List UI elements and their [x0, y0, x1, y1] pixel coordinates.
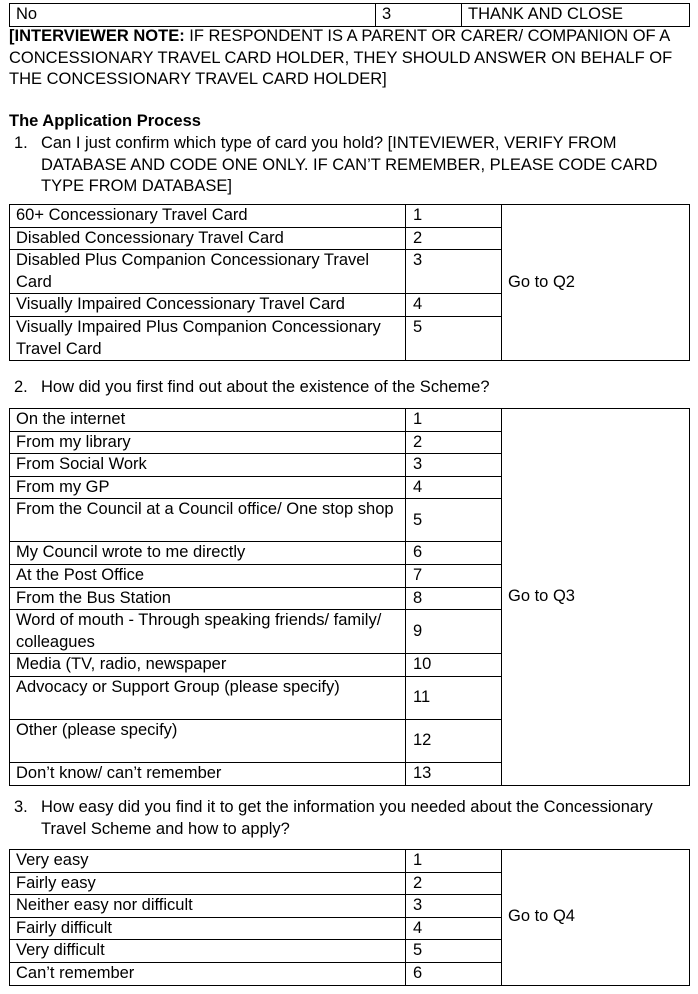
question-3-options-table	[9, 849, 690, 986]
option-label: From my GP	[10, 476, 406, 499]
option-code: 1	[406, 205, 502, 228]
top-row-label: No	[10, 4, 376, 27]
option-code: 9	[406, 610, 502, 654]
option-label: At the Post Office	[10, 564, 406, 587]
option-code: 4	[406, 917, 502, 940]
option-label: Disabled Concessionary Travel Card	[10, 227, 406, 250]
question-2-options-table	[9, 408, 690, 786]
option-label: Other (please specify)	[10, 719, 406, 762]
option-code: 10	[406, 654, 502, 677]
question-1-text: Can I just confirm which type of card you hold? [INTEVIEWER, VERIFY FROM DATABASE AND CODE ONE ONLY. IF CAN’T REMEMBER, PLEASE CODE CARD TYPE FROM DATABASE]	[41, 134, 658, 196]
option-code: 3	[406, 454, 502, 477]
option-code: 4	[406, 294, 502, 317]
option-code: 12	[406, 719, 502, 762]
option-label: From the Bus Station	[10, 587, 406, 610]
option-label: My Council wrote to me directly	[10, 542, 406, 565]
routing-instruction: Go to Q3	[502, 409, 690, 786]
option-code: 3	[406, 895, 502, 918]
option-label: Disabled Plus Companion Concessionary Travel Card	[10, 250, 406, 294]
question-1-number: 1.	[14, 134, 28, 152]
option-label: From my library	[10, 431, 406, 454]
option-label: Very easy	[10, 850, 406, 873]
option-code: 1	[406, 409, 502, 432]
option-label: 60+ Concessionary Travel Card	[10, 205, 406, 228]
table-row	[10, 205, 690, 228]
section-heading: The Application Process	[9, 112, 201, 130]
top-routing-row-table	[9, 3, 690, 27]
table-row	[10, 4, 690, 27]
option-code: 8	[406, 587, 502, 610]
option-code: 6	[406, 962, 502, 985]
option-label: Visually Impaired Plus Companion Concessionary Travel Card	[10, 316, 406, 360]
routing-instruction: Go to Q4	[502, 850, 690, 986]
question-3-number: 3.	[14, 798, 28, 816]
option-code: 2	[406, 872, 502, 895]
option-code: 5	[406, 940, 502, 963]
question-3-text: How easy did you find it to get the information you needed about the Concessionary Travel Scheme and how to apply?	[41, 798, 653, 838]
table-row	[10, 850, 690, 873]
top-row-code: 3	[376, 4, 462, 27]
option-code: 1	[406, 850, 502, 873]
routing-instruction: Go to Q2	[502, 205, 690, 361]
option-label: Fairly difficult	[10, 917, 406, 940]
option-label: Don’t know/ can’t remember	[10, 762, 406, 785]
option-label: Can’t remember	[10, 962, 406, 985]
interviewer-note	[9, 26, 697, 91]
option-code: 13	[406, 762, 502, 785]
option-label: Very difficult	[10, 940, 406, 963]
option-code: 7	[406, 564, 502, 587]
option-label: On the internet	[10, 409, 406, 432]
option-label: Fairly easy	[10, 872, 406, 895]
top-row-action: THANK AND CLOSE	[462, 4, 690, 27]
option-label: Neither easy nor difficult	[10, 895, 406, 918]
option-code: 2	[406, 227, 502, 250]
option-code: 2	[406, 431, 502, 454]
interviewer-note-lead: [INTERVIEWER NOTE:	[9, 27, 185, 45]
question-2-number: 2.	[14, 378, 28, 396]
option-label: From the Council at a Council office/ One stop shop	[10, 499, 406, 542]
option-code: 5	[406, 499, 502, 542]
option-code: 4	[406, 476, 502, 499]
option-label: Media (TV, radio, newspaper	[10, 654, 406, 677]
option-label: Word of mouth - Through speaking friends/ family/ colleagues	[10, 610, 406, 654]
option-label: Visually Impaired Concessionary Travel Card	[10, 294, 406, 317]
option-code: 5	[406, 316, 502, 360]
question-2-text: How did you first find out about the existence of the Scheme?	[41, 378, 490, 396]
question-1-options-table	[9, 204, 690, 361]
option-code: 6	[406, 542, 502, 565]
option-label: Advocacy or Support Group (please specify)	[10, 676, 406, 719]
interviewer-note-text: IF RESPONDENT IS A PARENT OR CARER/ COMPANION OF A CONCESSIONARY TRAVEL CARD HOLDER, THEY SHOULD ANSWER ON BEHALF OF THE CONCESSIONARY TRAVEL CARD HOLDER]	[9, 27, 673, 89]
option-code: 11	[406, 676, 502, 719]
option-label: From Social Work	[10, 454, 406, 477]
option-code: 3	[406, 250, 502, 294]
table-row	[10, 409, 690, 432]
